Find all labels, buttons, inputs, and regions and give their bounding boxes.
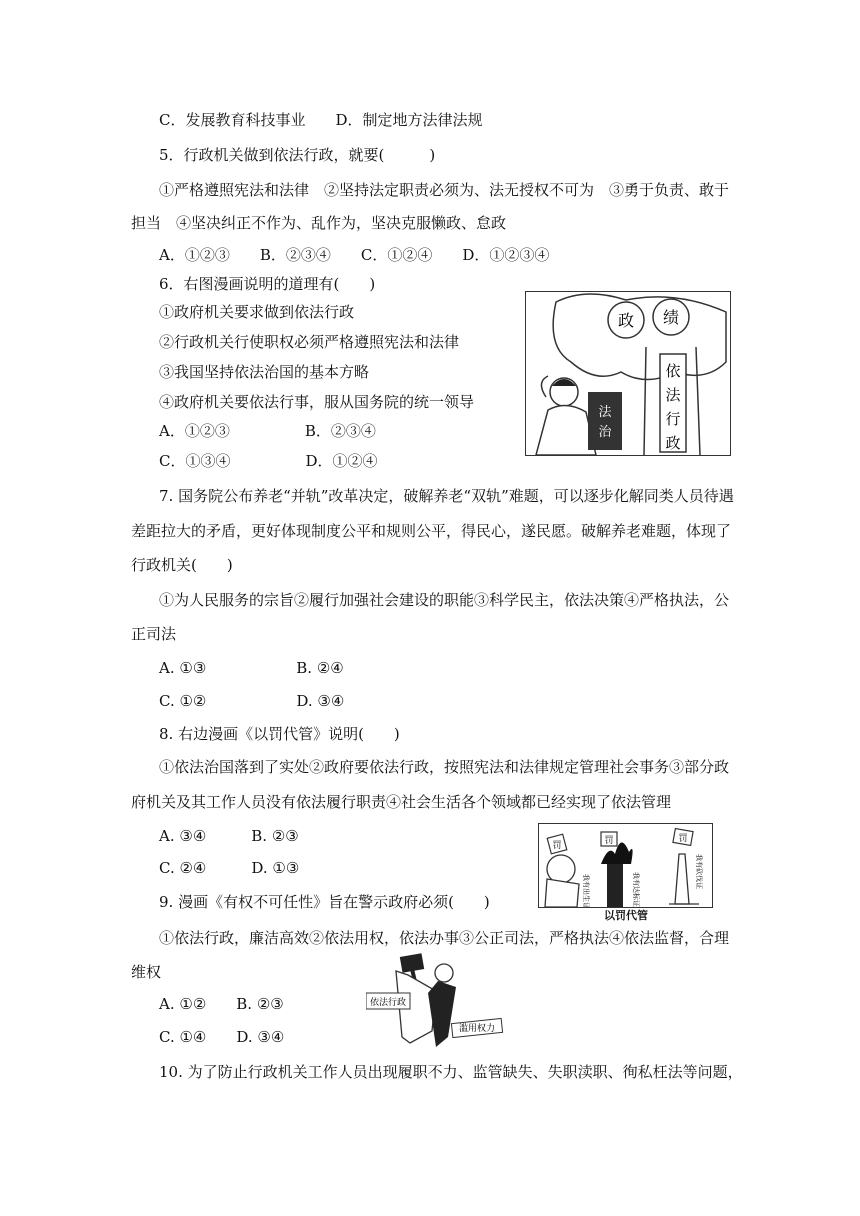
question-8-options-1: ①依法治国落到了实处②政府要依法行政，按照宪法和法律规定管理社会事务③部分政 bbox=[159, 758, 730, 776]
label-standard-cert: 我有达标证 bbox=[632, 872, 640, 907]
question-8-answers-1: A. ③④ B. ②③ bbox=[159, 827, 299, 845]
question-6-answers-1: A．①②③ B．②③④ bbox=[159, 422, 376, 440]
cartoon-power-not-arbitrary bbox=[366, 951, 526, 1053]
question-8-answers-2: C. ②④ D. ①③ bbox=[159, 859, 300, 877]
question-9: 9. 漫画《有权不可任性》旨在警示政府必须( ) bbox=[159, 893, 490, 911]
question-6: 6．右图漫画说明的道理有( ) bbox=[159, 275, 376, 293]
question-9-options-1: ①依法行政，廉洁高效②依法用权，依法办事③公正司法，严格执法④依法监督，合理 bbox=[159, 929, 730, 947]
fine-label-1: 罚 bbox=[552, 841, 562, 851]
question-6-answers-2: C．①③④ D．①②④ bbox=[159, 452, 378, 470]
question-7-answers-1: A. ①③ B. ②④ bbox=[159, 659, 344, 677]
question-6-option-4: ④政府机关要依法行事，服从国务院的统一领导 bbox=[159, 393, 475, 411]
cartoon-fine-instead-of-manage bbox=[538, 823, 713, 908]
tag-rule-of-law: 依法行政 bbox=[369, 998, 407, 1008]
question-7-options-2: 正司法 bbox=[131, 625, 177, 643]
question-5-options-1: ①严格遵照宪法和法律 ②坚持法定职责必须为、法无授权不可为 ③勇于负责、敢于 bbox=[159, 181, 730, 199]
trunk-char-2: 法 bbox=[665, 386, 681, 404]
question-7-line-2: 差距拉大的矛盾，更好体现制度公平和规则公平，得民心，遂民愿。破解养老难题，体现了 bbox=[131, 522, 732, 540]
label-logging-cert: 我有砍伐证 bbox=[695, 854, 703, 889]
question-5-answers: A．①②③ B．②③④ C．①②④ D．①②③④ bbox=[159, 246, 550, 264]
tag-abuse-of-power: 滥用权力 bbox=[458, 1024, 496, 1034]
question-7-options-1: ①为人民服务的宗旨②履行加强社会建设的职能③科学民主，依法决策④严格执法，公 bbox=[159, 591, 730, 609]
fine-label-3: 罚 bbox=[678, 834, 688, 844]
book-char-2: 治 bbox=[598, 425, 612, 440]
question-6-option-2: ②行政机关行使职权必须严格遵照宪法和法律 bbox=[159, 333, 460, 351]
crown-char-2: 绩 bbox=[662, 308, 680, 327]
question-9-answers-2: C. ①④ D. ③④ bbox=[159, 1028, 285, 1046]
trunk-char-1: 依 bbox=[665, 362, 681, 380]
crown-char-1: 政 bbox=[617, 311, 635, 330]
cartoon-rule-of-law-tree bbox=[525, 291, 731, 456]
label-birth-cert: 我有出生证 bbox=[582, 874, 590, 907]
line-option-cd: C．发展教育科技事业 D．制定地方法律法规 bbox=[159, 111, 483, 129]
fine-label-2: 罚 bbox=[604, 836, 614, 846]
question-7-line-1: 7. 国务院公布养老“并轨”改革决定，破解养老“双轨”难题，可以逐步化解同类人员待遇 bbox=[159, 487, 734, 505]
trunk-char-3: 行 bbox=[665, 410, 681, 428]
question-6-option-3: ③我国坚持依法治国的基本方略 bbox=[159, 363, 370, 381]
question-7-answers-2: C. ①② D. ③④ bbox=[159, 692, 345, 710]
book-char-1: 法 bbox=[598, 405, 612, 420]
trunk-char-4: 政 bbox=[665, 434, 681, 452]
question-5-options-2: 担当 ④坚决纠正不作为、乱作为，坚决克服懒政、怠政 bbox=[131, 214, 507, 232]
question-9-answers-1: A. ①② B. ②③ bbox=[159, 995, 284, 1013]
question-6-option-1: ①政府机关要求做到依法行政 bbox=[159, 303, 355, 321]
question-8: 8. 右边漫画《以罚代管》说明( ) bbox=[159, 725, 400, 743]
question-7-line-3: 行政机关( ) bbox=[131, 556, 233, 574]
question-8-options-2: 府机关及其工作人员没有依法履行职责④社会生活各个领域都已经实现了依法管理 bbox=[131, 793, 672, 811]
question-10: 10. 为了防止行政机关工作人员出现履职不力、监管缺失、失职渎职、徇私枉法等问题， bbox=[159, 1063, 743, 1081]
question-5: 5．行政机关做到依法行政，就要( ) bbox=[159, 146, 436, 164]
cartoon-caption: 以罚代管 bbox=[604, 909, 648, 922]
question-9-options-2: 维权 bbox=[131, 963, 162, 981]
